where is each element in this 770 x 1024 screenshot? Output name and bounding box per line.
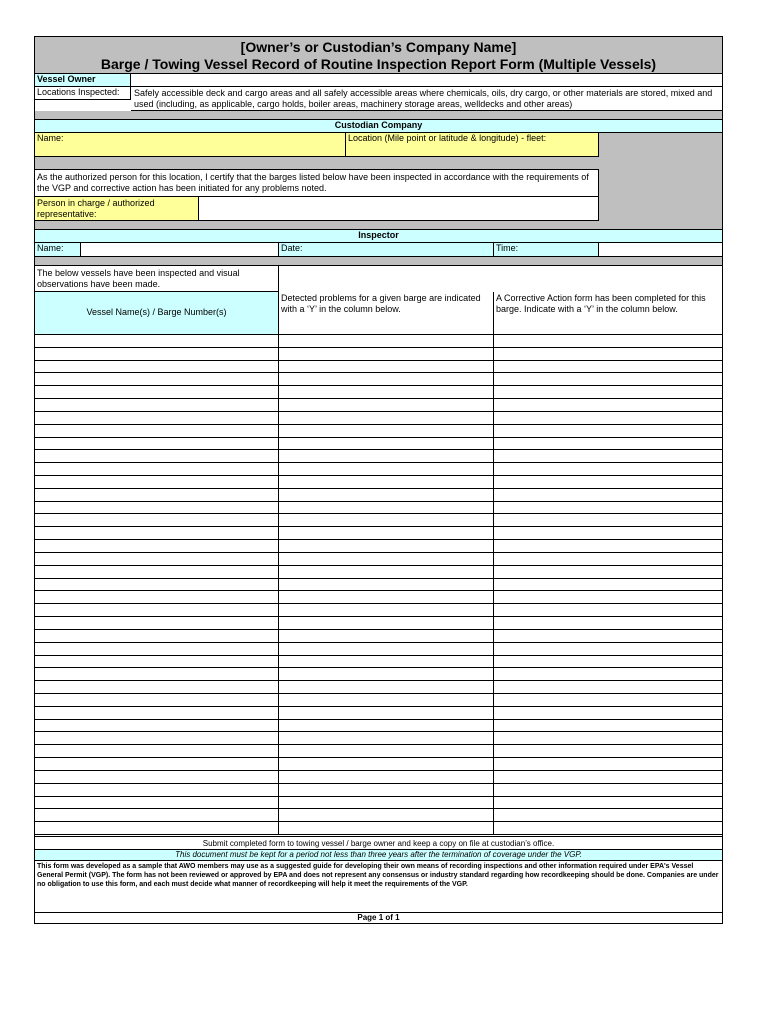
vessel-name-cell[interactable] <box>35 514 279 526</box>
vessel-name-cell[interactable] <box>35 617 279 629</box>
detected-problem-cell[interactable] <box>279 707 494 719</box>
detected-problem-cell[interactable] <box>279 694 494 706</box>
custodian-name-label: Name: <box>35 133 346 157</box>
vessel-name-cell[interactable] <box>35 643 279 655</box>
vessel-name-cell[interactable] <box>35 527 279 539</box>
detected-problem-cell[interactable] <box>279 373 494 385</box>
vessel-name-cell[interactable] <box>35 502 279 514</box>
corrective-action-cell[interactable] <box>494 771 722 783</box>
table-row <box>35 656 722 669</box>
detected-problem-cell[interactable] <box>279 809 494 821</box>
detected-problem-cell[interactable] <box>279 412 494 424</box>
detected-problem-cell[interactable] <box>279 579 494 591</box>
detected-problems-column-header: Detected problems for a given barge are indicated with a ‘Y’ in the column below. <box>279 292 494 335</box>
detected-problem-cell[interactable] <box>279 604 494 616</box>
table-row <box>35 732 722 745</box>
vessel-name-cell[interactable] <box>35 373 279 385</box>
submit-instruction: Submit completed form to towing vessel / barge owner and keep a copy on file at custodian’s office. <box>35 836 722 850</box>
table-row <box>35 617 722 630</box>
table-row <box>35 553 722 566</box>
corrective-action-cell[interactable] <box>494 591 722 603</box>
gray-spacer-2 <box>35 157 599 170</box>
corrective-action-cell[interactable] <box>494 553 722 565</box>
corrective-action-cell[interactable] <box>494 514 722 526</box>
detected-problem-cell[interactable] <box>279 335 494 347</box>
company-name-title: [Owner’s or Custodian’s Company Name] <box>240 39 517 55</box>
table-row <box>35 579 722 592</box>
inspection-time-label: Time: <box>494 243 599 257</box>
vessel-name-cell[interactable] <box>35 425 279 437</box>
person-in-charge-field[interactable] <box>199 197 599 221</box>
vessel-name-cell[interactable] <box>35 720 279 732</box>
detected-problem-cell[interactable] <box>279 720 494 732</box>
inspection-time-field[interactable] <box>599 243 722 257</box>
detected-problem-cell[interactable] <box>279 630 494 642</box>
vessel-name-cell[interactable] <box>35 656 279 668</box>
detected-problem-cell[interactable] <box>279 758 494 770</box>
vessel-name-cell[interactable] <box>35 335 279 347</box>
corrective-action-cell[interactable] <box>494 489 722 501</box>
detected-problem-cell[interactable] <box>279 771 494 783</box>
table-row <box>35 771 722 784</box>
vessel-name-cell[interactable] <box>35 386 279 398</box>
table-row <box>35 348 722 361</box>
vessel-name-cell[interactable] <box>35 553 279 565</box>
corrective-action-cell[interactable] <box>494 630 722 642</box>
corrective-action-cell[interactable] <box>494 425 722 437</box>
vessel-name-cell[interactable] <box>35 540 279 552</box>
table-row <box>35 591 722 604</box>
corrective-action-cell[interactable] <box>494 438 722 450</box>
detected-problem-cell[interactable] <box>279 489 494 501</box>
corrective-action-cell[interactable] <box>494 720 722 732</box>
vessel-name-cell[interactable] <box>35 476 279 488</box>
table-row <box>35 707 722 720</box>
table-row <box>35 604 722 617</box>
table-row <box>35 514 722 527</box>
corrective-action-column-header: A Corrective Action form has been completed for this barge. Indicate with a ‘Y’ in the column below. <box>494 292 722 335</box>
table-row <box>35 784 722 797</box>
table-row <box>35 463 722 476</box>
detected-problem-cell[interactable] <box>279 591 494 603</box>
detected-problem-cell[interactable] <box>279 540 494 552</box>
corrective-action-cell[interactable] <box>494 758 722 770</box>
corrective-action-cell[interactable] <box>494 502 722 514</box>
inspection-date-label: Date: <box>279 243 494 257</box>
corrective-action-cell[interactable] <box>494 412 722 424</box>
section-divider <box>35 111 722 120</box>
corrective-action-cell[interactable] <box>494 463 722 475</box>
retention-notice-text: This document must be kept for a period not less than three years after the termination of coverage under the VGP. <box>175 850 582 859</box>
vessel-owner-field[interactable] <box>131 74 722 87</box>
page-number: Page 1 of 1 <box>357 913 400 922</box>
table-row <box>35 681 722 694</box>
detected-problem-cell[interactable] <box>279 797 494 809</box>
detected-problem-cell[interactable] <box>279 656 494 668</box>
corrective-action-cell[interactable] <box>494 527 722 539</box>
table-row <box>35 489 722 502</box>
corrective-action-cell[interactable] <box>494 745 722 757</box>
detected-problem-cell[interactable] <box>279 681 494 693</box>
corrective-action-cell[interactable] <box>494 335 722 347</box>
corrective-action-cell[interactable] <box>494 566 722 578</box>
table-row <box>35 361 722 374</box>
corrective-action-cell[interactable] <box>494 617 722 629</box>
detected-problem-cell[interactable] <box>279 425 494 437</box>
vessel-name-cell[interactable] <box>35 412 279 424</box>
corrective-action-cell[interactable] <box>494 707 722 719</box>
vessel-name-cell[interactable] <box>35 348 279 360</box>
corrective-action-cell[interactable] <box>494 694 722 706</box>
corrective-action-cell[interactable] <box>494 797 722 809</box>
table-row <box>35 720 722 733</box>
inspector-name-label: Name: <box>35 243 81 257</box>
table-row <box>35 412 722 425</box>
corrective-action-cell[interactable] <box>494 399 722 411</box>
inspector-heading: Inspector <box>35 230 722 243</box>
form-title-block <box>35 37 722 74</box>
corrective-action-cell[interactable] <box>494 809 722 821</box>
table-row <box>35 668 722 681</box>
corrective-action-cell[interactable] <box>494 822 722 834</box>
vessel-name-cell[interactable] <box>35 438 279 450</box>
locations-inspected-text: Safely accessible deck and cargo areas and all safely accessible areas where chemicals, oils, dry cargo, or other materials are stored, mixed and used (including, as applicable, cargo holds, boiler areas, machinery storage areas, welldecks and other areas) <box>131 87 722 111</box>
detected-problem-cell[interactable] <box>279 361 494 373</box>
vessel-name-cell[interactable] <box>35 399 279 411</box>
table-row <box>35 399 722 412</box>
vessel-name-column-label: Vessel Name(s) / Barge Number(s) <box>86 307 227 317</box>
corrective-action-cell[interactable] <box>494 732 722 744</box>
table-row <box>35 809 722 822</box>
retention-notice <box>35 850 722 861</box>
vessel-name-cell[interactable] <box>35 784 279 796</box>
corrective-action-cell[interactable] <box>494 373 722 385</box>
vessel-name-cell[interactable] <box>35 591 279 603</box>
detected-problem-cell[interactable] <box>279 450 494 462</box>
detected-problem-cell[interactable] <box>279 732 494 744</box>
table-row <box>35 476 722 489</box>
table-row <box>35 822 722 835</box>
corrective-action-cell[interactable] <box>494 681 722 693</box>
detected-problem-cell[interactable] <box>279 438 494 450</box>
inspector-name-field[interactable] <box>81 243 279 257</box>
table-row <box>35 335 722 348</box>
detected-problem-cell[interactable] <box>279 348 494 360</box>
detected-problem-cell[interactable] <box>279 386 494 398</box>
corrective-action-cell[interactable] <box>494 579 722 591</box>
vessel-name-cell[interactable] <box>35 489 279 501</box>
corrective-action-cell[interactable] <box>494 361 722 373</box>
table-row <box>35 630 722 643</box>
table-row <box>35 450 722 463</box>
corrective-action-cell[interactable] <box>494 540 722 552</box>
corrective-action-cell[interactable] <box>494 450 722 462</box>
vessel-name-cell[interactable] <box>35 771 279 783</box>
table-row <box>35 386 722 399</box>
corrective-action-cell[interactable] <box>494 656 722 668</box>
disclaimer-text: This form was developed as a sample that AWO members may use as a suggested guide for developing their own means of recording inspections and other information required under EPA's Vessel General Permit (VGP). The form has not been reviewed or approved by EPA and does not represent any consensus or industry standard regarding how recordkeeping should be done. Companies are under no obligation to use this form, and each must decide what manner of recordkeeping will help it meet the requirements of the VGP. <box>35 861 722 913</box>
certification-statement: As the authorized person for this location, I certify that the barges listed below have been inspected in accordance with the requirements of the VGP and corrective action has been initiated for any problems noted. <box>35 170 599 197</box>
corrective-action-cell[interactable] <box>494 784 722 796</box>
vessel-name-cell[interactable] <box>35 579 279 591</box>
table-row <box>35 745 722 758</box>
corrective-action-cell[interactable] <box>494 668 722 680</box>
detected-problem-cell[interactable] <box>279 617 494 629</box>
detected-problem-cell[interactable] <box>279 643 494 655</box>
detected-problem-cell[interactable] <box>279 399 494 411</box>
vessel-name-cell[interactable] <box>35 566 279 578</box>
vessel-name-cell[interactable] <box>35 450 279 462</box>
table-row <box>35 527 722 540</box>
corrective-action-cell[interactable] <box>494 643 722 655</box>
vessel-name-cell[interactable] <box>35 361 279 373</box>
vessel-name-cell[interactable] <box>35 732 279 744</box>
vessels-inspected-note: The below vessels have been inspected and visual observations have been made. <box>35 266 279 292</box>
vessel-table-body <box>35 335 722 835</box>
detected-problem-cell[interactable] <box>279 476 494 488</box>
table-row <box>35 797 722 810</box>
vessel-name-cell[interactable] <box>35 463 279 475</box>
detected-problem-cell[interactable] <box>279 553 494 565</box>
table-row <box>35 425 722 438</box>
corrective-action-cell[interactable] <box>494 476 722 488</box>
detected-problem-cell[interactable] <box>279 822 494 834</box>
vessel-name-cell[interactable] <box>35 758 279 770</box>
detected-problem-cell[interactable] <box>279 668 494 680</box>
table-row <box>35 540 722 553</box>
vessel-name-column-header <box>35 292 279 335</box>
custodian-location-label: Location (Mile point or latitude & longitude) - fleet: <box>346 133 599 157</box>
vessel-name-cell[interactable] <box>35 745 279 757</box>
detected-problem-cell[interactable] <box>279 527 494 539</box>
vessel-name-cell[interactable] <box>35 707 279 719</box>
table-row <box>35 438 722 451</box>
table-row <box>35 758 722 771</box>
detected-problem-cell[interactable] <box>279 566 494 578</box>
corrective-action-cell[interactable] <box>494 348 722 360</box>
table-row <box>35 566 722 579</box>
table-row <box>35 373 722 386</box>
locations-inspected-label: Locations Inspected: <box>35 87 131 100</box>
vessel-owner-label: Vessel Owner <box>35 74 131 87</box>
vessel-name-cell[interactable] <box>35 604 279 616</box>
vessel-name-cell[interactable] <box>35 809 279 821</box>
person-in-charge-label: Person in charge / authorized representative: <box>35 197 199 221</box>
vessel-name-cell[interactable] <box>35 681 279 693</box>
corrective-action-cell[interactable] <box>494 604 722 616</box>
form-title: Barge / Towing Vessel Record of Routine Inspection Report Form (Multiple Vessels) <box>100 56 657 72</box>
custodian-company-heading: Custodian Company <box>35 120 722 133</box>
detected-problem-cell[interactable] <box>279 745 494 757</box>
detected-problem-cell[interactable] <box>279 463 494 475</box>
vessel-name-cell[interactable] <box>35 668 279 680</box>
vessel-name-cell[interactable] <box>35 797 279 809</box>
detected-problem-cell[interactable] <box>279 784 494 796</box>
table-row <box>35 694 722 707</box>
vessel-name-cell[interactable] <box>35 822 279 834</box>
gray-side-block <box>599 133 722 229</box>
vessel-name-cell[interactable] <box>35 694 279 706</box>
table-row <box>35 643 722 656</box>
corrective-action-cell[interactable] <box>494 386 722 398</box>
gray-spacer-4 <box>35 257 722 266</box>
detected-problem-cell[interactable] <box>279 514 494 526</box>
detected-problem-cell[interactable] <box>279 502 494 514</box>
table-row <box>35 502 722 515</box>
vessel-name-cell[interactable] <box>35 630 279 642</box>
